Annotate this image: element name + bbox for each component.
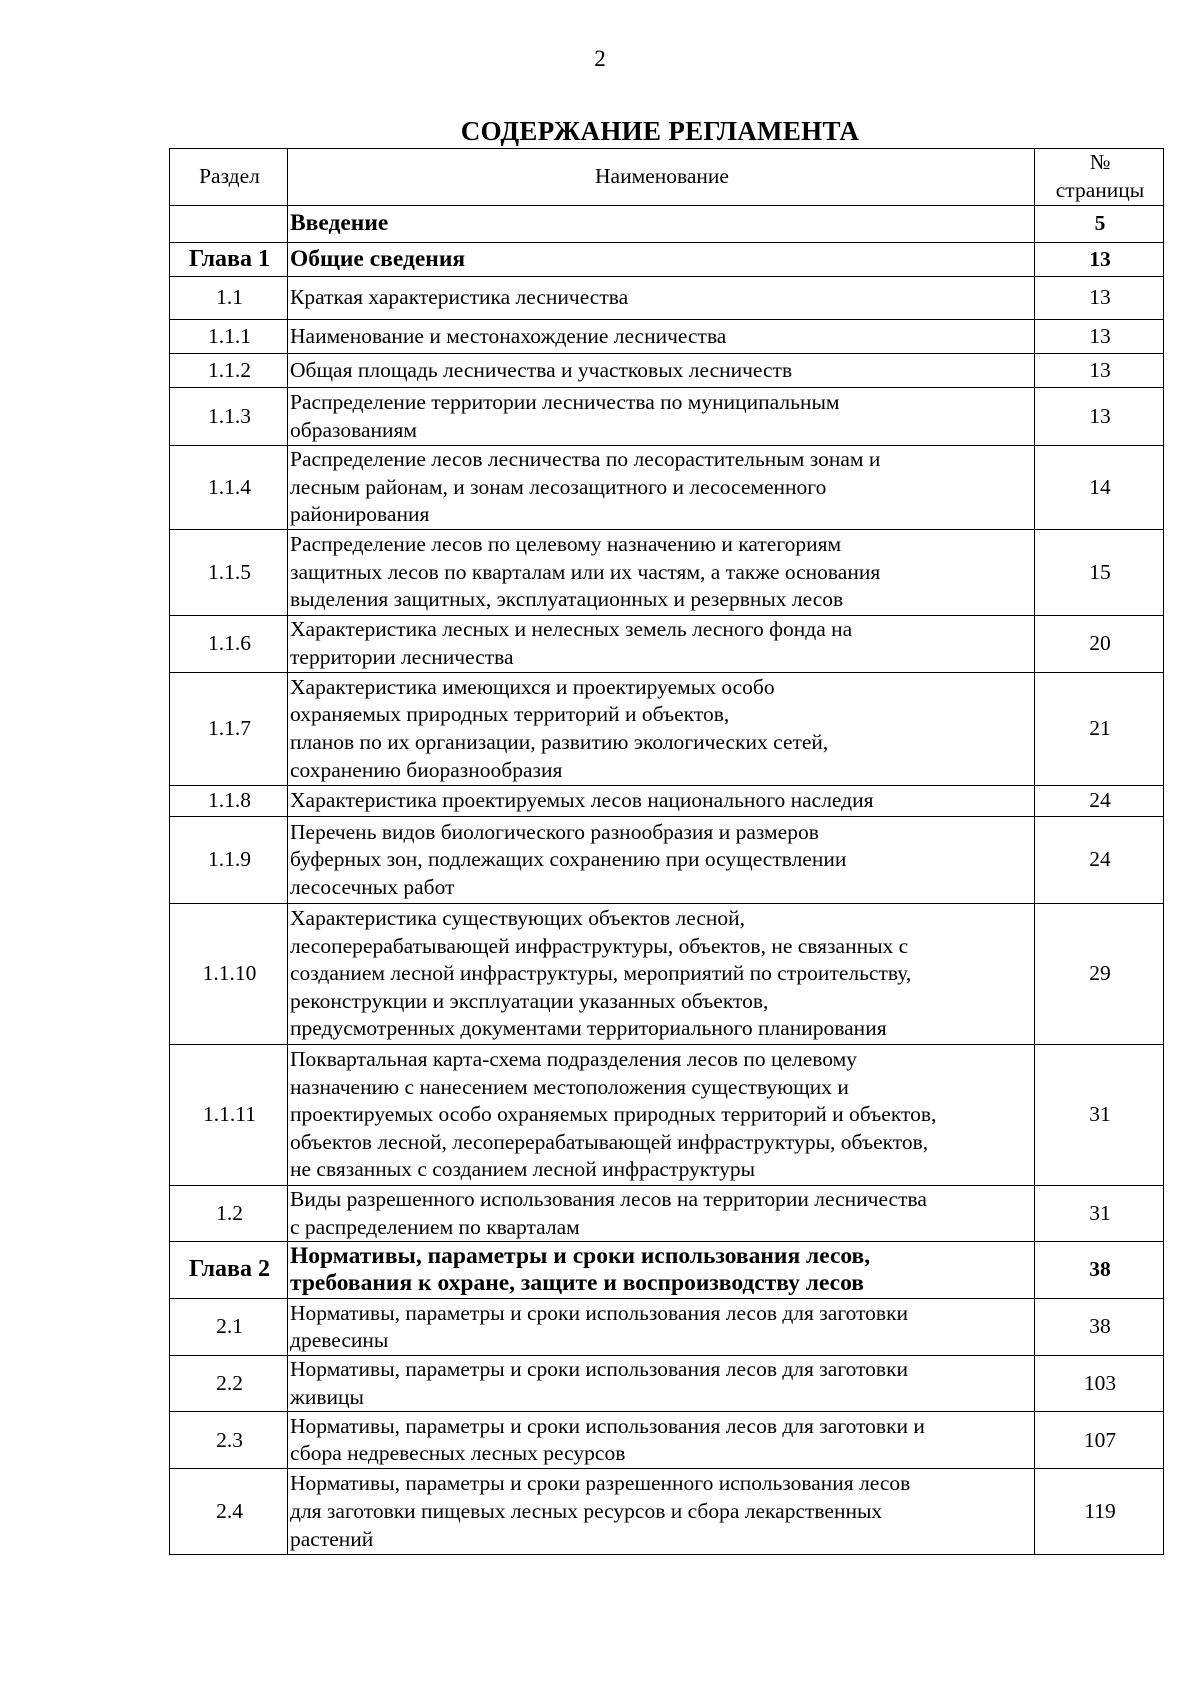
row-section: 1.1.6 — [170, 616, 288, 673]
row-name-line: Характеристика имеющихся и проектируемых особо — [290, 674, 775, 699]
row-name-line: Введение — [290, 210, 389, 237]
row-name-line: Распределение территории лесничества по муниципальным — [290, 389, 840, 414]
row-name-line: проектируемых особо охраняемых природных территорий и объектов, — [290, 1102, 937, 1127]
row-name — [288, 206, 1035, 243]
row-page: 21 — [1035, 673, 1164, 786]
row-name-line: назначению с нанесением местоположения существующих и — [290, 1074, 849, 1099]
row-name-line: Общие сведения — [290, 245, 466, 272]
row-section: 1.2 — [170, 1186, 288, 1242]
row-name-line: лесосечных работ — [290, 874, 455, 899]
row-section: 2.1 — [170, 1299, 288, 1356]
row-section: 1.1.4 — [170, 446, 288, 530]
row-name-line: лесоперерабатывающей инфраструктуры, объектов, не связанных с — [290, 933, 909, 958]
table-row — [170, 388, 1164, 446]
row-name-line: Нормативы, параметры и сроки использования лесов, — [290, 1242, 871, 1269]
row-name — [288, 1242, 1035, 1299]
row-section: 1.1.1 — [170, 320, 288, 354]
table-row — [170, 277, 1164, 320]
row-section: 1.1 — [170, 277, 288, 320]
row-name-line: Нормативы, параметры и сроки разрешенного использования лесов — [290, 1471, 911, 1496]
row-name-line: сбора недревесных лесных ресурсов — [290, 1441, 626, 1466]
row-page: 24 — [1035, 817, 1164, 904]
table-row — [170, 1186, 1164, 1242]
row-page: 119 — [1035, 1469, 1164, 1555]
row-name — [288, 277, 1035, 320]
row-name — [288, 904, 1035, 1045]
row-name — [288, 243, 1035, 277]
row-page: 38 — [1035, 1299, 1164, 1356]
row-name-line: лесным районам, и зонам лесозащитного и лесосеменного — [290, 474, 827, 499]
row-section: Глава 2 — [170, 1242, 288, 1299]
header-page-line: страницы — [1055, 178, 1145, 202]
row-section: 2.2 — [170, 1356, 288, 1412]
row-section: 2.3 — [170, 1412, 288, 1469]
contents-table-body — [170, 149, 1164, 1555]
row-page: 38 — [1035, 1242, 1164, 1299]
header-name: Наименование — [288, 149, 1035, 206]
row-name-line: Характеристика проектируемых лесов национального наследия — [290, 788, 874, 813]
row-name — [288, 1299, 1035, 1356]
table-row — [170, 1356, 1164, 1412]
row-name-line: созданием лесной инфраструктуры, мероприятий по строительству, — [290, 961, 912, 986]
row-name-line: выделения защитных, эксплуатационных и резервных лесов — [290, 587, 844, 612]
row-name-line: требования к охране, защите и воспроизводству лесов — [290, 1270, 864, 1297]
table-row — [170, 320, 1164, 354]
row-name-line: образованиям — [290, 417, 418, 442]
row-name-line: территории лесничества — [290, 645, 514, 669]
row-name — [288, 1412, 1035, 1469]
row-name-line: сохранению биоразнообразия — [290, 757, 563, 782]
header-page — [1035, 149, 1164, 206]
row-name — [288, 616, 1035, 673]
table-row — [170, 616, 1164, 673]
row-name — [288, 817, 1035, 904]
table-row — [170, 1045, 1164, 1186]
header-section: Раздел — [170, 149, 288, 206]
row-name-line: растений — [290, 1526, 374, 1551]
header-page-line: № — [1089, 150, 1111, 175]
row-page: 15 — [1035, 530, 1164, 616]
table-row — [170, 1412, 1164, 1469]
row-section: 1.1.7 — [170, 673, 288, 786]
row-section: Глава 1 — [170, 243, 288, 277]
row-name — [288, 1469, 1035, 1555]
table-row — [170, 817, 1164, 904]
table-row — [170, 1469, 1164, 1555]
page-number: 2 — [594, 46, 606, 71]
header-page-text — [1037, 149, 1163, 204]
row-name-line: Нормативы, параметры и сроки использования лесов для заготовки и — [290, 1413, 925, 1438]
row-name — [288, 354, 1035, 388]
row-page: 5 — [1035, 206, 1164, 243]
row-page: 13 — [1035, 354, 1164, 388]
row-name-line: Краткая характеристика лесничества — [290, 285, 629, 310]
row-name — [288, 1356, 1035, 1412]
row-name-line: районирования — [290, 502, 430, 527]
row-page: 103 — [1035, 1356, 1164, 1412]
row-page: 31 — [1035, 1186, 1164, 1242]
row-page: 13 — [1035, 388, 1164, 446]
row-name-line: Характеристика лесных и нелесных земель лесного фонда на — [290, 617, 853, 642]
row-name — [288, 673, 1035, 786]
row-page: 29 — [1035, 904, 1164, 1045]
row-page: 107 — [1035, 1412, 1164, 1469]
row-name-line: Общая площадь лесничества и участковых лесничеств — [290, 357, 793, 382]
row-name-line: реконструкции и эксплуатации указанных объектов, — [290, 988, 769, 1013]
row-name-line: Нормативы, параметры и сроки использования лесов для заготовки — [290, 1357, 909, 1382]
table-row — [170, 354, 1164, 388]
row-section: 1.1.8 — [170, 786, 288, 817]
row-name — [288, 320, 1035, 354]
row-name-line: Наименование и местонахождение лесничества — [290, 323, 727, 348]
row-name-line: объектов лесной, лесоперерабатывающей инфраструктуры, объектов, — [290, 1129, 929, 1154]
row-page: 24 — [1035, 786, 1164, 817]
row-name-line: не связанных с созданием лесной инфраструктуры — [290, 1157, 756, 1182]
row-section: 2.4 — [170, 1469, 288, 1555]
row-name — [288, 388, 1035, 446]
row-name-line: Характеристика существующих объектов лесной, — [290, 906, 746, 931]
table-row — [170, 243, 1164, 277]
table-row — [170, 530, 1164, 616]
table-row — [170, 206, 1164, 243]
row-name-line: Распределение лесов лесничества по лесорастительным зонам и — [290, 447, 881, 472]
row-page: 14 — [1035, 446, 1164, 530]
table-row — [170, 904, 1164, 1045]
row-section: 1.1.3 — [170, 388, 288, 446]
row-section: 1.1.5 — [170, 530, 288, 616]
row-name — [288, 446, 1035, 530]
row-name-line: буферных зон, подлежащих сохранению при осуществлении — [290, 847, 847, 872]
table-row — [170, 1242, 1164, 1299]
row-page: 31 — [1035, 1045, 1164, 1186]
row-section: 1.1.10 — [170, 904, 288, 1045]
row-name-line: для заготовки пищевых лесных ресурсов и сбора лекарственных — [290, 1499, 883, 1524]
row-name — [288, 1186, 1035, 1242]
row-name-line: планов по их организации, развитию экологических сетей, — [290, 730, 829, 754]
row-name-line: живицы — [290, 1384, 364, 1409]
row-page: 20 — [1035, 616, 1164, 673]
row-name — [288, 786, 1035, 817]
row-name-line: Перечень видов биологического разнообразия и размеров — [290, 819, 819, 844]
row-name-line: Виды разрешенного использования лесов на территории лесничества — [290, 1187, 927, 1211]
row-name-line: Распределение лесов по целевому назначению и категориям — [290, 532, 842, 557]
row-section: 1.1.2 — [170, 354, 288, 388]
contents-table — [169, 148, 1164, 1555]
row-page: 13 — [1035, 320, 1164, 354]
row-section: 1.1.9 — [170, 817, 288, 904]
row-section — [170, 206, 288, 243]
row-name-line: предусмотренных документами территориального планирования — [290, 1016, 887, 1041]
table-row — [170, 673, 1164, 786]
row-section: 1.1.11 — [170, 1045, 288, 1186]
row-name — [288, 530, 1035, 616]
row-name-line: охраняемых природных территорий и объектов, — [290, 702, 730, 727]
row-name-line: с распределением по кварталам — [290, 1214, 580, 1239]
row-name-line: Нормативы, параметры и сроки использования лесов для заготовки — [290, 1300, 909, 1325]
table-row — [170, 446, 1164, 530]
row-name-line: защитных лесов по кварталам или их частям, а также основания — [290, 559, 881, 584]
row-page: 13 — [1035, 277, 1164, 320]
table-header-row — [170, 149, 1164, 206]
row-name-line: древесины — [290, 1328, 389, 1353]
table-row — [170, 1299, 1164, 1356]
row-name — [288, 1045, 1035, 1186]
document-title: СОДЕРЖАНИЕ РЕГЛАМЕНТА — [460, 116, 860, 146]
row-name-line: Поквартальная карта-схема подразделения лесов по целевому — [290, 1047, 857, 1072]
row-page: 13 — [1035, 243, 1164, 277]
table-row — [170, 786, 1164, 817]
